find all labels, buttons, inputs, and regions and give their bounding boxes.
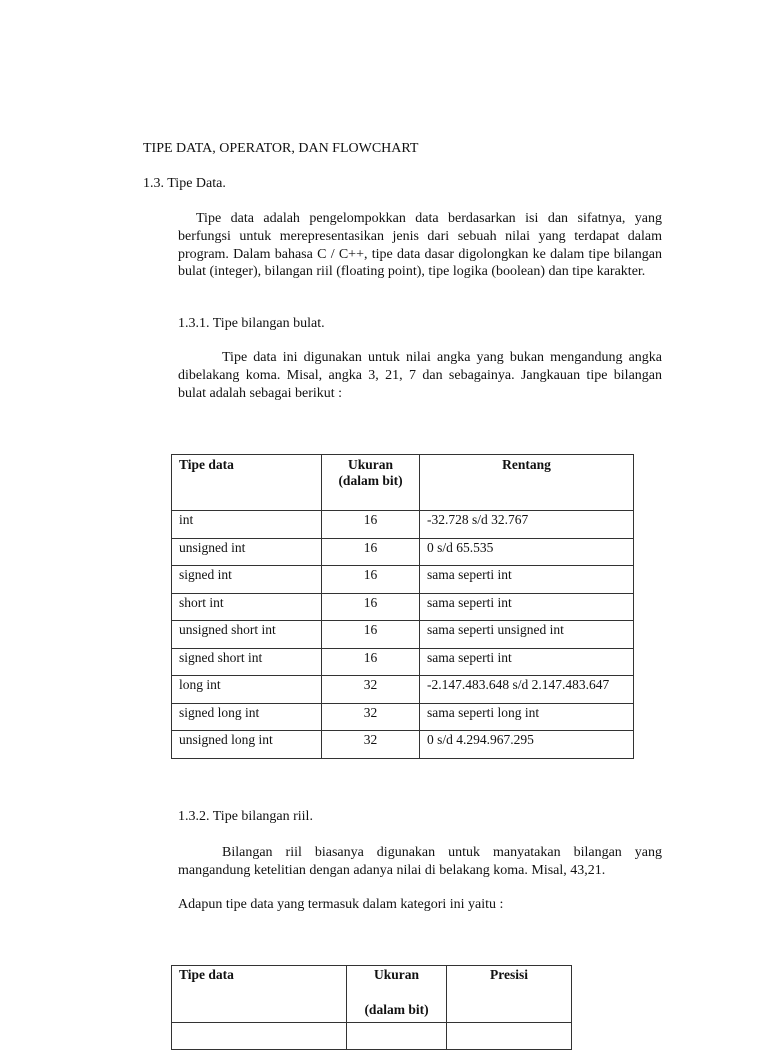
cell-type: signed int xyxy=(172,566,322,594)
header-size-line2: (dalam bit) xyxy=(364,1002,429,1017)
table-row xyxy=(172,538,634,566)
cell-size: 32 xyxy=(322,676,420,704)
cell-size: 16 xyxy=(322,621,420,649)
table-header-row xyxy=(172,455,634,511)
cell-range: -32.728 s/d 32.767 xyxy=(420,511,634,539)
header-size xyxy=(322,455,420,511)
cell-type: int xyxy=(172,511,322,539)
table-row xyxy=(172,1023,572,1050)
table-row xyxy=(172,593,634,621)
header-precision: Presisi xyxy=(447,966,572,1023)
cell-type: unsigned short int xyxy=(172,621,322,649)
table-header-row xyxy=(172,966,572,1023)
cell-size: 32 xyxy=(322,703,420,731)
real-section-heading: 1.3.2. Tipe bilangan riil. xyxy=(178,809,313,824)
cell-size: 16 xyxy=(322,648,420,676)
cell-range: sama seperti int xyxy=(420,648,634,676)
header-size xyxy=(347,966,447,1023)
table-row xyxy=(172,511,634,539)
cell-type xyxy=(172,1023,347,1050)
cell-range: 0 s/d 65.535 xyxy=(420,538,634,566)
header-size-line2: (dalam bit) xyxy=(338,473,403,488)
cell-type: unsigned int xyxy=(172,538,322,566)
section-heading: 1.3. Tipe Data. xyxy=(143,176,226,191)
table-row xyxy=(172,676,634,704)
cell-range: sama seperti int xyxy=(420,566,634,594)
real-types-list-intro: Adapun tipe data yang termasuk dalam kategori ini yaitu : xyxy=(178,897,504,912)
header-range: Rentang xyxy=(420,455,634,511)
cell-range: sama seperti unsigned int xyxy=(420,621,634,649)
cell-size: 16 xyxy=(322,511,420,539)
header-size-line1: Ukuran xyxy=(373,967,419,982)
table-row xyxy=(172,648,634,676)
real-section-paragraph: Bilangan riil biasanya digunakan untuk manyatakan bilangan yang mangandung ketelitian dengan adanya nilai di belakang koma. Misal, 43,21. xyxy=(178,845,662,878)
table-row xyxy=(172,566,634,594)
cell-range: -2.147.483.648 s/d 2.147.483.647 xyxy=(420,676,634,704)
intro-paragraph: Tipe data adalah pengelompokkan data berdasarkan isi dan sifatnya, yang berfungsi untuk merepresentasikan jenis dari sebuah nilai yang terdapat dalam program. Dalam bahasa C / C++, tipe data dasar digolongkan ke dalam tipe bilangan bulat (integer), bilangan riil (floating point), tipe logika (boolean) dan tipe karakter. xyxy=(178,211,662,280)
cell-type: long int xyxy=(172,676,322,704)
header-type: Tipe data xyxy=(172,455,322,511)
cell-type: signed long int xyxy=(172,703,322,731)
cell-size xyxy=(347,1023,447,1050)
table-row xyxy=(172,621,634,649)
cell-type: short int xyxy=(172,593,322,621)
cell-precision xyxy=(447,1023,572,1050)
document-title: TIPE DATA, OPERATOR, DAN FLOWCHART xyxy=(143,141,419,156)
cell-type: signed short int xyxy=(172,648,322,676)
integer-section-heading: 1.3.1. Tipe bilangan bulat. xyxy=(178,316,325,331)
real-types-table xyxy=(171,965,572,1050)
cell-range: sama seperti long int xyxy=(420,703,634,731)
cell-size: 16 xyxy=(322,538,420,566)
cell-type: unsigned long int xyxy=(172,731,322,759)
header-size-line1: Ukuran xyxy=(347,457,393,472)
integer-types-table xyxy=(171,454,634,759)
cell-size: 16 xyxy=(322,566,420,594)
table-row xyxy=(172,731,634,759)
integer-section-paragraph: Tipe data ini digunakan untuk nilai angka yang bukan mengandung angka dibelakang koma. Misal, angka 3, 21, 7 dan sebagainya. Jangkauan tipe bilangan bulat adalah sebagai berikut : xyxy=(178,350,662,401)
cell-range: 0 s/d 4.294.967.295 xyxy=(420,731,634,759)
cell-range: sama seperti int xyxy=(420,593,634,621)
header-type: Tipe data xyxy=(172,966,347,1023)
cell-size: 16 xyxy=(322,593,420,621)
cell-size: 32 xyxy=(322,731,420,759)
table-row xyxy=(172,703,634,731)
